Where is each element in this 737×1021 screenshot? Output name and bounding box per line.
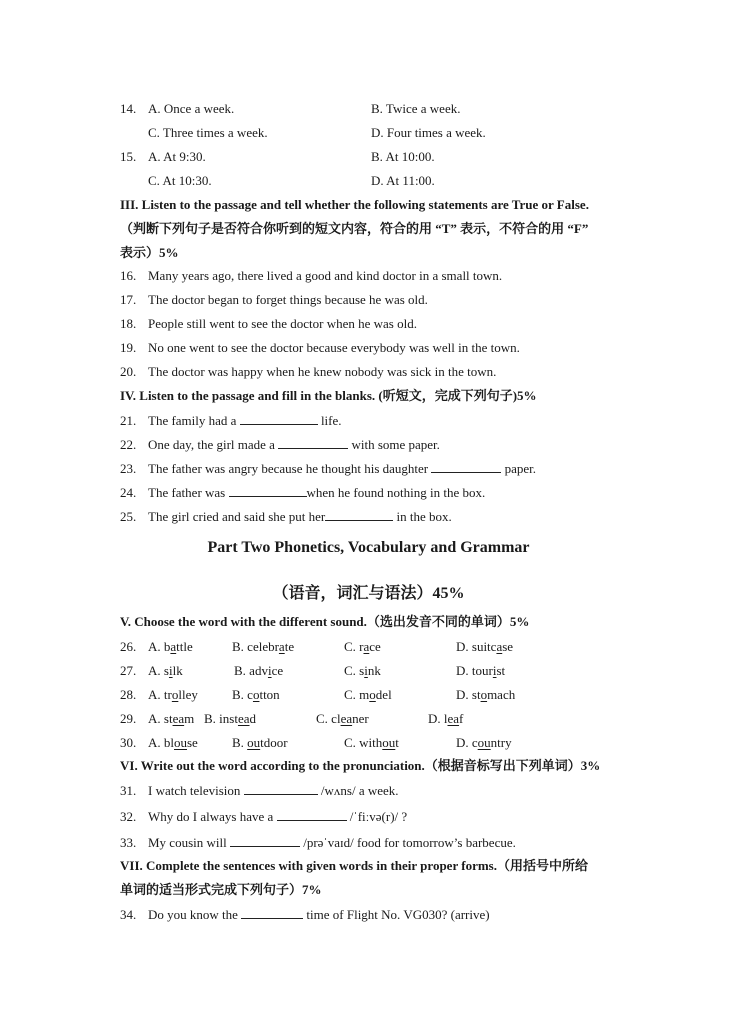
tf-item: 18. People still went to see the doctor when he was old. [120,316,417,331]
tf-item: 17. The doctor began to forget things because he was old. [120,292,428,307]
sound-option: A. trolley [148,687,198,702]
sound-option: B. celebrate [232,639,295,654]
sound-option: D. stomach [456,687,516,702]
section-heading-iii-cn: （判断下列句子是否符合你听到的短文内容，符合的用 “T” 表示，不符合的用 “F” [120,221,589,236]
sound-option: A. battle [148,639,193,654]
tf-item: 16. Many years ago, there lived a good and kind doctor in a small town. [120,268,503,283]
sound-option: B. advice [234,663,284,678]
mc-row: C. Three times a week. [148,125,268,140]
section-heading-vii: VII. Complete the sentences with given words in their proper forms.（用括号中所给 [120,858,588,873]
mc-option: B. Twice a week. [371,101,461,116]
sound-item-number: 29. [120,711,137,726]
answer-blank[interactable] [229,484,307,497]
sound-item-number: 26. [120,639,137,654]
phonetic-item: 33. My cousin will /prəˈvaɪd/ food for tomorrow’s barbecue. [120,835,516,850]
mc-row: C. At 10:30. [148,173,212,188]
sound-option: C. cleaner [316,711,369,726]
answer-blank[interactable] [240,412,318,425]
answer-blank[interactable] [244,782,318,795]
mc-option: D. Four times a week. [371,125,486,140]
sound-option: C. model [344,687,392,702]
mc-row: 14. A. Once a week. [120,101,235,116]
answer-blank[interactable] [278,436,348,449]
fill-blank-item: 22. One day, the girl made a with some paper. [120,437,440,452]
sound-item-number: 27. [120,663,137,678]
section-heading-vii-cn: 单词的适当形式完成下列句子）7% [120,882,322,897]
phonetic-item: 31. I watch television /wʌns/ a week. [120,783,399,798]
fill-blank-item: 24. The father was when he found nothing in the box. [120,485,486,500]
fill-blank-item: 25. The girl cried and said she put her in the box. [120,509,452,524]
sound-option: C. sink [344,663,381,678]
section-heading-vi: VI. Write out the word according to the pronunciation.（根据音标写出下列单词）3% [120,758,601,773]
sound-item-number: 30. [120,735,137,750]
answer-blank[interactable] [241,906,303,919]
sound-option: B. instead [204,711,257,726]
part-two-title: Part Two Phonetics, Vocabulary and Grammar [207,539,530,556]
sound-option: D. suitcase [456,639,514,654]
section-heading-v: V. Choose the word with the different sound.（选出发音不同的单词）5% [120,614,530,629]
section-heading-iii: III. Listen to the passage and tell whether the following statements are True or False. [120,197,589,212]
answer-blank[interactable] [325,508,393,521]
sound-option: A. blouse [148,735,198,750]
section-heading-iv: IV. Listen to the passage and fill in the blanks. (听短文，完成下列句子)5% [120,388,537,403]
sound-option: B. outdoor [232,735,288,750]
answer-blank[interactable] [230,834,300,847]
tf-item: 19. No one went to see the doctor because everybody was well in the town. [120,340,520,355]
section-heading-iii-cn2: 表示）5% [120,245,179,260]
tf-item: 20. The doctor was happy when he knew nobody was sick in the town. [120,364,497,379]
fill-blank-item: 23. The father was angry because he thought his daughter paper. [120,461,537,476]
sound-option: C. race [344,639,381,654]
part-two-subtitle: （语音，词汇与语法）45% [272,585,465,602]
fill-blank-item: 21. The family had a life. [120,413,342,428]
mc-option: D. At 11:00. [371,173,435,188]
sound-option: C. without [344,735,399,750]
sound-option: D. country [456,735,512,750]
sound-option: B. cotton [232,687,280,702]
phonetic-item: 32. Why do I always have a /ˈfiːvə(r)/ ? [120,809,408,824]
answer-blank[interactable] [277,808,347,821]
sound-item-number: 28. [120,687,137,702]
sound-option: D. tourist [456,663,506,678]
mc-option: B. At 10:00. [371,149,435,164]
sound-option: A. steam [148,711,195,726]
sound-option: A. silk [148,663,183,678]
grammar-item: 34. Do you know the time of Flight No. VG030? (arrive) [120,907,490,922]
sound-option: D. leaf [428,711,464,726]
mc-row: 15. A. At 9:30. [120,149,206,164]
answer-blank[interactable] [431,460,501,473]
